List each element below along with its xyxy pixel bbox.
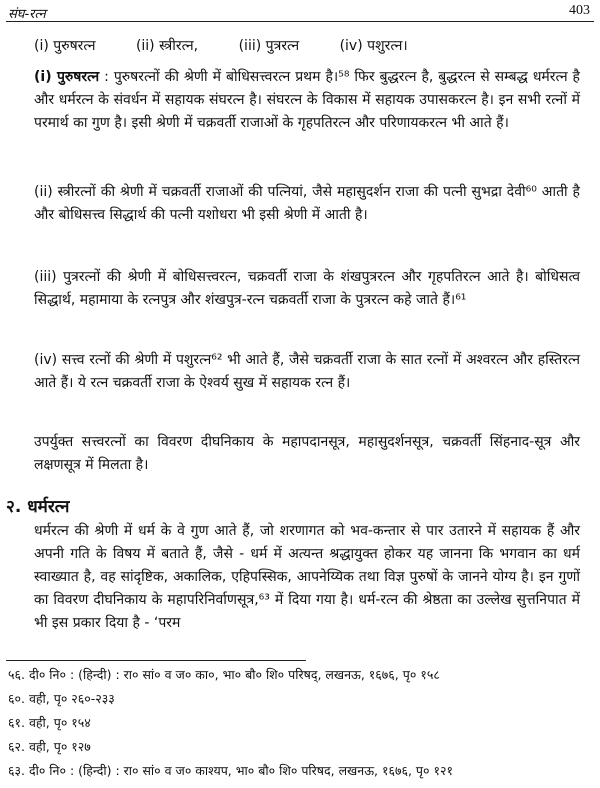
section-heading: २. धर्मरत्न xyxy=(6,497,70,517)
footnote-rule xyxy=(6,660,306,661)
header-rule xyxy=(6,21,594,22)
paragraph-pashuratna xyxy=(34,349,580,395)
paragraph-text: (iii) पुत्ररत्नों की श्रेणी में बोधिसत्त्वरत्न, चक्रवर्ती राजा के शंखपुत्ररत्न और गृहपतिरत्न आते है। बोधिसत्व सिद्धार्थ, महामाया के रत्नपुत्र और शंखपुत्र-रत्न चक्रवर्ती राजा के पुत्ररत्न कहे जाते हैं।⁶¹ xyxy=(34,269,580,308)
footnote: ६३. दी० नि० : (हिन्दी) : रा० सां० व ज० काश्यप, भा० बौ० शि० परिषद, लखनऊ, १६७६, पृ० १२१ xyxy=(8,763,453,778)
term-purusharatna: (i) पुरुषरत्न xyxy=(34,69,100,85)
footnote: ६१. वही, पृ० १५४ xyxy=(8,715,91,730)
paragraph-summary xyxy=(34,431,580,477)
category-item: (ii) स्त्रीरत्न, xyxy=(135,38,199,54)
category-item: (iii) पुत्ररत्न xyxy=(238,38,300,54)
paragraph-text: (ii) स्त्रीरत्नों की श्रेणी में चक्रवर्ती राजाओं की पत्नियां, जैसे महासुदर्शन राजा की पत्नी सुभद्रा देवी⁶⁰ आती है और बोधिसत्त्व सिद्धार्थ की पत्नी यशोधरा भी इसी श्रेणी में आती है। xyxy=(34,184,580,223)
paragraph-text: (iv) सत्त्व रत्नों की श्रेणी में पशुरत्न⁶² भी आते हैं, जैसे चक्रवर्ती राजा के सात रत्नों में अश्वरत्न और हस्तिरत्न आते हैं। ये रत्न चक्रवर्ती राजा के ऐश्वर्य सुख में सहायक रत्न हैं। xyxy=(34,352,580,391)
paragraph-text: उपर्युक्त सत्त्वरत्नों का विवरण दीघनिकाय के महापदानसूत्र, महासुदर्शनसूत्र, चक्रवर्ती सिंहनाद-सूत्र और लक्षणसूत्र में मिलता है। xyxy=(34,434,580,473)
page-number: 403 xyxy=(569,3,590,18)
category-item: (iv) पशुरत्न। xyxy=(339,38,408,54)
paragraph-putraratna xyxy=(34,266,580,312)
footnote: ६२. वही, पृ० १२७ xyxy=(8,739,91,754)
paragraph-dharmaratna xyxy=(34,520,580,635)
category-item: (i) पुरुषरत्न xyxy=(34,38,96,54)
running-title: संघ-रत्न xyxy=(8,7,46,22)
paragraph-text: धर्मरत्न की श्रेणी में धर्म के वे गुण आते हैं, जो शरणागत को भव-कन्तार से पार उतारने में सहायक हैं और अपनी गति के विषय में बताते हैं, जैसे - धर्म में अत्यन्त श्रद्धायुक्त होकर यह जानना कि भगवान का धर्म स्वाख्यात है, वह सांदृष्टिक, अकालिक, एहिपस्सिक, आपनेय्यिक तथा विज्ञ पुरुषों के जानने योग्य है। इन गुणों का विवरण दीघनिकाय के महापरिनिर्वाणसूत्र,⁶³ में दिया गया है। धर्म-रत्न की श्रेष्ठता का उल्लेख सुत्तनिपात में भी इस प्रकार दिया है - ‘परम xyxy=(34,523,580,631)
paragraph-striratna xyxy=(34,181,580,227)
paragraph-purusharatna xyxy=(34,66,580,135)
category-list xyxy=(34,36,580,55)
paragraph-text: : पुरुषरत्नों की श्रेणी में बोधिसत्त्वरत्न प्रथम है।⁵⁸ फिर बुद्धरत्न है, बुद्धरत्न से सम्बद्ध धर्मरत्न है और धर्मरत्न के संवर्धन में सहायक संघरत्न है। संघरत्न के विकास में सहायक उपासकरत्न है। इन सभी रत्नों में परमार्थ का गुण है। इसी श्रेणी में चक्रवर्ती राजाओं के गृहपतिरत्न और परिणायकरत्न भी आते हैं। xyxy=(34,69,580,131)
footnote: ६०. वही, पृ० २६०-२३३ xyxy=(8,691,115,706)
footnote: ५६. दी० नि० : (हिन्दी) : रा० सां० व ज० का०, भा० बौ० शि० परिषद्, लखनऊ, १६७६, पृ० १५८ xyxy=(8,667,440,682)
